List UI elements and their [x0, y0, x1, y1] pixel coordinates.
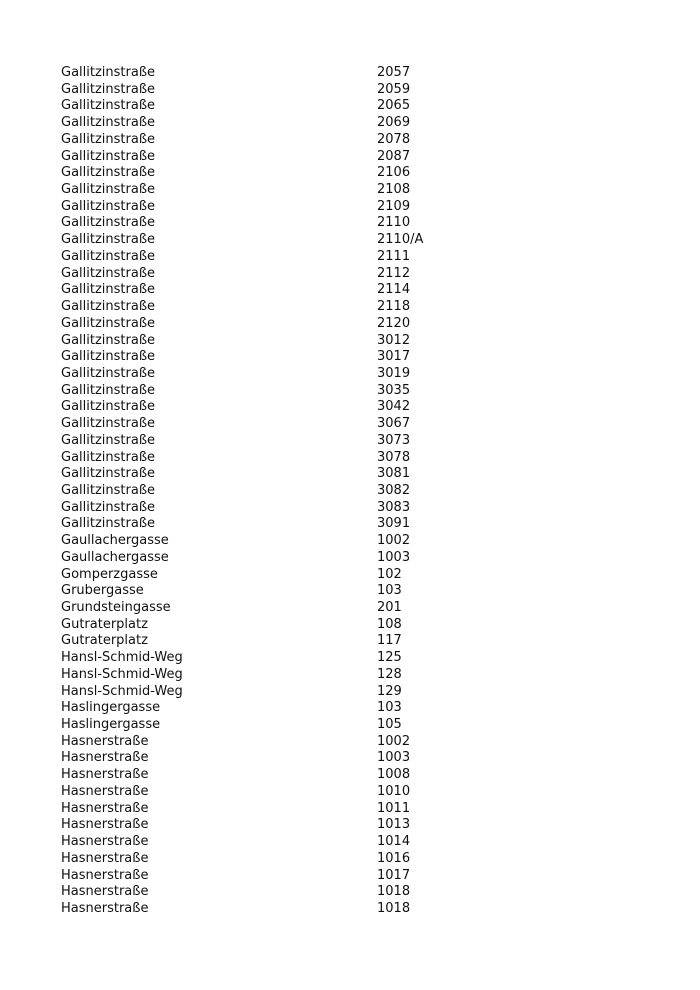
table-row	[0, 199, 700, 216]
street-name: Gallitzinstraße	[61, 382, 156, 398]
street-name: Hasnerstraße	[61, 900, 149, 916]
table-row	[0, 232, 700, 249]
house-number: 129	[377, 683, 402, 699]
table-row	[0, 149, 700, 166]
house-number: 3035	[377, 382, 411, 398]
street-name: Hansl-Schmid-Weg	[61, 650, 183, 666]
street-name: Haslingergasse	[61, 717, 161, 733]
house-number: 3042	[377, 399, 411, 415]
table-row	[0, 349, 700, 366]
table-row	[0, 483, 700, 500]
house-number: 1003	[377, 750, 411, 766]
street-name: Hasnerstraße	[61, 850, 149, 866]
street-name: Gallitzinstraße	[61, 232, 156, 248]
street-name: Hasnerstraße	[61, 867, 149, 883]
address-list	[0, 65, 700, 918]
house-number: 1016	[377, 850, 411, 866]
table-row	[0, 215, 700, 232]
house-number: 3081	[377, 466, 411, 482]
street-name: Gallitzinstraße	[61, 315, 156, 331]
table-row	[0, 65, 700, 82]
street-name: Gallitzinstraße	[61, 499, 156, 515]
table-row	[0, 617, 700, 634]
house-number: 103	[377, 583, 402, 599]
house-number: 2109	[377, 198, 411, 214]
table-row	[0, 132, 700, 149]
house-number: 2120	[377, 315, 411, 331]
table-row	[0, 516, 700, 533]
street-name: Gallitzinstraße	[61, 182, 156, 198]
house-number: 2110/A	[377, 232, 424, 248]
house-number: 125	[377, 650, 402, 666]
street-name: Hansl-Schmid-Weg	[61, 683, 183, 699]
street-name: Haslingergasse	[61, 700, 161, 716]
street-name: Gallitzinstraße	[61, 332, 156, 348]
table-row	[0, 416, 700, 433]
table-row	[0, 868, 700, 885]
table-row	[0, 734, 700, 751]
table-row	[0, 115, 700, 132]
house-number: 2087	[377, 148, 411, 164]
street-name: Hansl-Schmid-Weg	[61, 666, 183, 682]
street-name: Hasnerstraße	[61, 750, 149, 766]
table-row	[0, 466, 700, 483]
street-name: Gaullachergasse	[61, 549, 169, 565]
table-row	[0, 901, 700, 918]
table-row	[0, 684, 700, 701]
street-name: Gallitzinstraße	[61, 349, 156, 365]
house-number: 3017	[377, 349, 411, 365]
street-name: Gallitzinstraße	[61, 432, 156, 448]
street-name: Hasnerstraße	[61, 817, 149, 833]
house-number: 102	[377, 566, 402, 582]
street-name: Gallitzinstraße	[61, 516, 156, 532]
table-row	[0, 266, 700, 283]
table-row	[0, 567, 700, 584]
street-name: Hasnerstraße	[61, 800, 149, 816]
table-row	[0, 550, 700, 567]
street-name: Grundsteingasse	[61, 600, 171, 615]
house-number: 2059	[377, 81, 411, 97]
street-name: Gallitzinstraße	[61, 416, 156, 432]
table-row	[0, 650, 700, 667]
table-row	[0, 851, 700, 868]
street-name: Gallitzinstraße	[61, 265, 156, 281]
house-number: 105	[377, 717, 402, 733]
house-number: 2065	[377, 98, 411, 114]
street-name: Gallitzinstraße	[61, 198, 156, 214]
table-row	[0, 366, 700, 383]
table-row	[0, 533, 700, 550]
house-number: 2108	[377, 182, 411, 198]
house-number: 3067	[377, 416, 411, 432]
table-row	[0, 82, 700, 99]
table-row	[0, 433, 700, 450]
table-row	[0, 316, 700, 333]
table-row	[0, 667, 700, 684]
table-row	[0, 282, 700, 299]
street-name: Gallitzinstraße	[61, 399, 156, 415]
street-name: Gallitzinstraße	[61, 299, 156, 315]
house-number: 2118	[377, 299, 411, 315]
street-name: Grubergasse	[61, 583, 144, 599]
house-number: 1018	[377, 900, 411, 916]
street-name: Gallitzinstraße	[61, 449, 156, 465]
house-number: 1014	[377, 834, 411, 850]
house-number: 2110	[377, 215, 411, 231]
table-row	[0, 633, 700, 650]
house-number: 117	[377, 633, 402, 649]
house-number: 3012	[377, 332, 411, 348]
street-name: Gallitzinstraße	[61, 165, 156, 181]
street-name: Gallitzinstraße	[61, 248, 156, 264]
table-row	[0, 249, 700, 266]
house-number: 1018	[377, 884, 411, 900]
house-number: 1002	[377, 533, 411, 549]
house-number: 3091	[377, 516, 411, 532]
street-name: Hasnerstraße	[61, 834, 149, 850]
table-row	[0, 801, 700, 818]
street-name: Gallitzinstraße	[61, 466, 156, 482]
table-row	[0, 500, 700, 517]
house-number: 1003	[377, 549, 411, 565]
street-name: Gallitzinstraße	[61, 215, 156, 231]
house-number: 1011	[377, 800, 411, 816]
street-name: Gallitzinstraße	[61, 81, 156, 97]
table-row	[0, 299, 700, 316]
house-number: 3083	[377, 499, 411, 515]
table-row	[0, 717, 700, 734]
table-row	[0, 834, 700, 851]
house-number: 2114	[377, 282, 411, 298]
house-number: 1017	[377, 867, 411, 883]
street-name: Hasnerstraße	[61, 783, 149, 799]
street-name: Gallitzinstraße	[61, 365, 156, 381]
table-row	[0, 450, 700, 467]
street-name: Gallitzinstraße	[61, 131, 156, 147]
table-row	[0, 750, 700, 767]
street-name: Gallitzinstraße	[61, 282, 156, 298]
table-row	[0, 583, 700, 600]
street-name: Gutraterplatz	[61, 616, 148, 632]
table-row	[0, 700, 700, 717]
house-number: 103	[377, 700, 402, 716]
house-number: 1008	[377, 767, 411, 783]
house-number: 108	[377, 616, 402, 632]
table-row	[0, 884, 700, 901]
house-number: 201	[377, 600, 402, 615]
house-number: 3082	[377, 482, 411, 498]
table-row	[0, 600, 700, 617]
house-number: 3078	[377, 449, 411, 465]
table-row	[0, 383, 700, 400]
table-row	[0, 399, 700, 416]
table-row	[0, 182, 700, 199]
street-name: Gallitzinstraße	[61, 482, 156, 498]
house-number: 2112	[377, 265, 411, 281]
street-name: Gallitzinstraße	[61, 148, 156, 164]
street-name: Gutraterplatz	[61, 633, 148, 649]
house-number: 3073	[377, 432, 411, 448]
table-row	[0, 767, 700, 784]
house-number: 2111	[377, 248, 411, 264]
street-name: Gallitzinstraße	[61, 115, 156, 131]
table-row	[0, 98, 700, 115]
house-number: 2078	[377, 131, 411, 147]
house-number: 2106	[377, 165, 411, 181]
street-name: Gaullachergasse	[61, 533, 169, 549]
house-number: 1013	[377, 817, 411, 833]
house-number: 3019	[377, 365, 411, 381]
street-name: Gallitzinstraße	[61, 65, 156, 80]
street-name: Gallitzinstraße	[61, 98, 156, 114]
house-number: 1002	[377, 733, 411, 749]
table-row	[0, 817, 700, 834]
table-row	[0, 165, 700, 182]
street-name: Hasnerstraße	[61, 884, 149, 900]
table-row	[0, 333, 700, 350]
house-number: 2069	[377, 115, 411, 131]
street-name: Hasnerstraße	[61, 767, 149, 783]
street-name: Gomperzgasse	[61, 566, 158, 582]
street-name: Hasnerstraße	[61, 733, 149, 749]
table-row	[0, 784, 700, 801]
house-number: 2057	[377, 65, 411, 80]
house-number: 1010	[377, 783, 411, 799]
house-number: 128	[377, 666, 402, 682]
